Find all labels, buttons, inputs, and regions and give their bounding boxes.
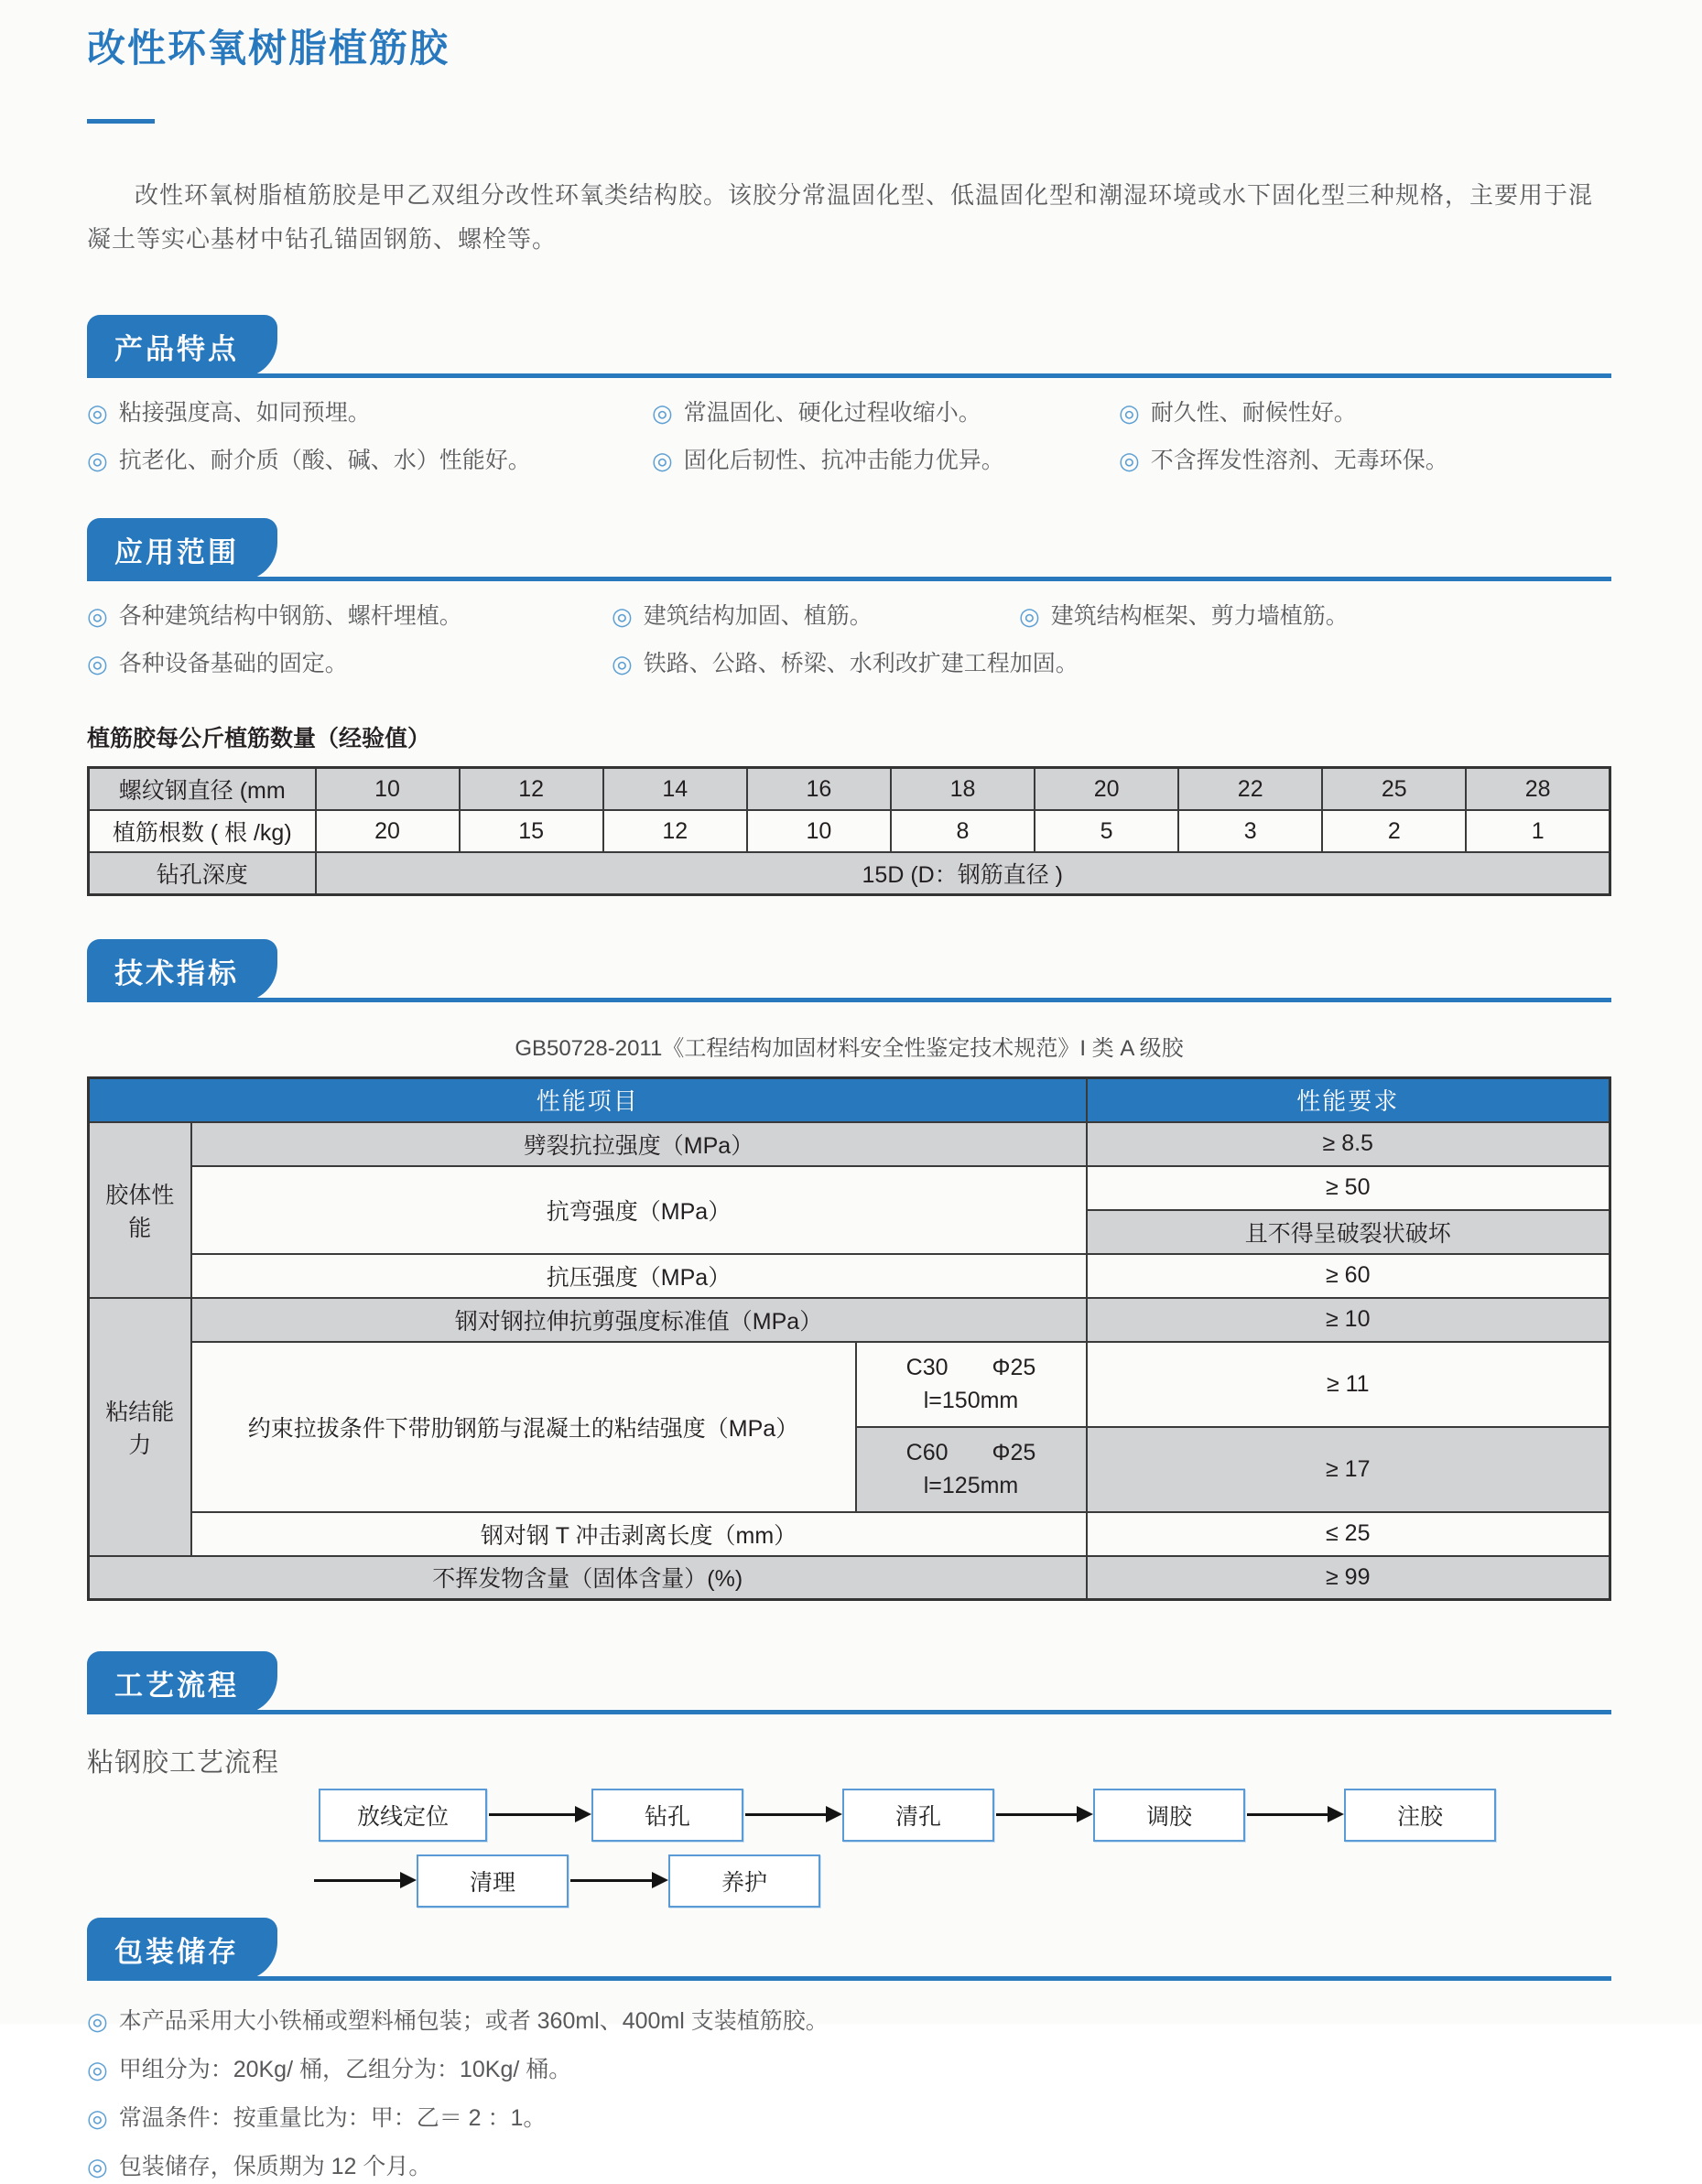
section-badge-applications: 应用范围 <box>87 518 277 581</box>
group-cell: 粘结能力 <box>89 1298 191 1556</box>
list-item <box>87 2053 1611 2087</box>
table-row <box>89 1298 1610 1342</box>
packaging-list <box>87 2005 1611 2184</box>
group-cell: 胶体性能 <box>89 1122 191 1298</box>
flow-step-box: 调胶 <box>1093 1789 1245 1842</box>
flow-step-box: 钻孔 <box>591 1789 743 1842</box>
condition-cell <box>856 1427 1087 1512</box>
feature-text: 抗老化、耐介质（酸、碱、水）性能好。 <box>118 448 531 473</box>
list-item <box>1119 444 1611 477</box>
intro-paragraph: 改性环氧树脂植筋胶是甲乙双组分改性环氧类结构胶。该胶分常温固化型、低温固化型和潮湿环境或水下固化型三种规格，主要用于混凝土等实心基材中钻孔锚固钢筋、螺栓等。 <box>87 181 1594 253</box>
table-cell: 15 <box>460 810 603 852</box>
flow-step-box: 注胶 <box>1344 1789 1496 1842</box>
list-item <box>87 2005 1611 2038</box>
flow-step-box: 放线定位 <box>319 1789 487 1842</box>
list-item <box>87 600 612 632</box>
table-header-cell: 螺纹钢直径 (mm <box>89 768 316 811</box>
section-badge-packaging: 包装储存 <box>87 1918 277 1981</box>
feature-text: 固化后韧性、抗冲击能力优异。 <box>683 448 1004 473</box>
table-cell: 16 <box>747 768 891 811</box>
flow-arrow <box>489 1813 576 1816</box>
application-text: 铁路、公路、桥梁、水利改扩建工程加固。 <box>643 651 1079 676</box>
flow-step-box: 清理 <box>417 1854 569 1908</box>
rebar-table-title: 植筋胶每公斤植筋数量（经验值） <box>87 726 431 751</box>
page-title: 改性环氧树脂植筋胶 <box>87 27 450 70</box>
standard-note: GB50728-2011《工程结构加固材料安全性鉴定技术规范》I 类 A 级胶 <box>515 1036 1184 1061</box>
table-cell: 18 <box>891 768 1035 811</box>
table-row <box>89 1512 1610 1556</box>
packaging-text: 本产品采用大小铁桶或塑料桶包装；或者 360ml、400ml 支装植筋胶。 <box>118 2008 829 2034</box>
bullseye-bullet-icon: ◎ <box>87 2056 108 2083</box>
section-badge-process: 工艺流程 <box>87 1651 277 1714</box>
bullseye-bullet-icon: ◎ <box>87 2104 108 2132</box>
rebar-diameter: Φ25 <box>992 1355 1036 1380</box>
list-item <box>87 396 652 429</box>
table-cell: 1 <box>1466 810 1610 852</box>
feature-text: 常温固化、硬化过程收缩小。 <box>683 400 981 426</box>
requirement-cell: ≥ 8.5 <box>1087 1122 1610 1166</box>
application-text: 各种建筑结构中钢筋、螺杆埋植。 <box>118 603 462 629</box>
table-cell: 12 <box>603 810 747 852</box>
table-cell: 22 <box>1178 768 1322 811</box>
table-row <box>89 1254 1610 1298</box>
list-item <box>652 444 1119 477</box>
property-cell: 劈裂抗拉强度（MPa） <box>191 1122 1087 1166</box>
table-cell: 25 <box>1322 768 1466 811</box>
section-header-features <box>87 321 1611 378</box>
bullseye-bullet-icon: ◎ <box>87 2153 108 2180</box>
feature-text: 耐久性、耐候性好。 <box>1150 400 1357 426</box>
table-row <box>89 1342 1610 1427</box>
table-header-cell: 性能要求 <box>1087 1078 1610 1122</box>
anchor-length: l=125mm <box>923 1473 1019 1498</box>
requirement-cell: ≥ 99 <box>1087 1556 1610 1600</box>
table-header-cell: 性能项目 <box>89 1078 1087 1122</box>
section-header-packaging <box>87 1924 1611 1981</box>
table-header-cell: 钻孔深度 <box>89 852 316 895</box>
concrete-grade: C60 <box>905 1440 949 1465</box>
bullseye-bullet-icon: ◎ <box>87 2007 108 2035</box>
table-row <box>89 1556 1610 1600</box>
feature-text: 粘接强度高、如同预埋。 <box>118 400 371 426</box>
bullseye-bullet-icon: ◎ <box>87 447 108 474</box>
requirement-cell: ≥ 10 <box>1087 1298 1610 1342</box>
flow-arrow <box>570 1879 653 1882</box>
flow-arrow <box>1247 1813 1328 1816</box>
section-header-tech <box>87 946 1611 1002</box>
list-item <box>87 2102 1611 2135</box>
bullseye-bullet-icon: ◎ <box>1019 602 1040 630</box>
condition-cell <box>856 1342 1087 1427</box>
packaging-text: 甲组分为：20Kg/ 桶，乙组分为：10Kg/ 桶。 <box>118 2057 572 2082</box>
requirement-cell: ≥ 11 <box>1087 1342 1610 1427</box>
rebar-count-table <box>87 766 1611 896</box>
bullseye-bullet-icon: ◎ <box>1119 399 1140 427</box>
concrete-grade: C30 <box>905 1355 949 1380</box>
list-item <box>612 600 1019 632</box>
property-cell: 不挥发物含量（固体含量）(%) <box>89 1556 1087 1600</box>
table-row <box>89 1078 1610 1122</box>
requirement-cell: ≥ 17 <box>1087 1427 1610 1512</box>
bullseye-bullet-icon: ◎ <box>652 399 673 427</box>
bullseye-bullet-icon: ◎ <box>87 602 108 630</box>
table-cell: 10 <box>316 768 460 811</box>
packaging-text: 包装储存，保质期为 12 个月。 <box>118 2154 432 2179</box>
requirement-cell: ≤ 25 <box>1087 1512 1610 1556</box>
table-row <box>89 810 1610 852</box>
title-underline <box>87 119 155 124</box>
tech-spec-table <box>87 1076 1611 1601</box>
bullseye-bullet-icon: ◎ <box>87 399 108 427</box>
section-header-applications <box>87 524 1611 581</box>
table-row <box>89 852 1610 895</box>
flow-arrow <box>314 1879 401 1882</box>
property-cell: 抗弯强度（MPa） <box>191 1166 1087 1254</box>
list-item <box>87 444 652 477</box>
rebar-diameter: Φ25 <box>992 1440 1036 1465</box>
table-row <box>89 1166 1610 1210</box>
bullseye-bullet-icon: ◎ <box>87 650 108 677</box>
list-item <box>612 647 1079 680</box>
requirement-cell: 且不得呈破裂状破坏 <box>1087 1210 1610 1254</box>
table-cell: 2 <box>1322 810 1466 852</box>
flow-arrow <box>745 1813 827 1816</box>
bullseye-bullet-icon: ◎ <box>652 447 673 474</box>
bullseye-bullet-icon: ◎ <box>612 650 633 677</box>
process-flowchart <box>87 1789 1611 1909</box>
section-badge-tech: 技术指标 <box>87 939 277 1002</box>
table-cell: 3 <box>1178 810 1322 852</box>
table-row <box>89 768 1610 811</box>
table-cell: 14 <box>603 768 747 811</box>
table-cell: 28 <box>1466 768 1610 811</box>
requirement-cell: ≥ 60 <box>1087 1254 1610 1298</box>
flowchart-label: 粘钢胶工艺流程 <box>87 1748 280 1778</box>
flow-step-box: 清孔 <box>842 1789 994 1842</box>
application-text: 建筑结构加固、植筋。 <box>643 603 873 629</box>
table-row <box>89 1122 1610 1166</box>
table-header-cell: 植筋根数 ( 根 /kg) <box>89 810 316 852</box>
application-text: 各种设备基础的固定。 <box>118 651 348 676</box>
bullseye-bullet-icon: ◎ <box>1119 447 1140 474</box>
feature-text: 不含挥发性溶剂、无毒环保。 <box>1150 448 1448 473</box>
bullseye-bullet-icon: ◎ <box>612 602 633 630</box>
table-cell: 20 <box>1035 768 1178 811</box>
features-list <box>87 396 1611 477</box>
table-cell: 20 <box>316 810 460 852</box>
list-item <box>652 396 1119 429</box>
table-cell: 8 <box>891 810 1035 852</box>
list-item <box>87 2150 1611 2184</box>
section-header-process <box>87 1658 1611 1714</box>
flow-arrow <box>996 1813 1078 1816</box>
list-item <box>1019 600 1611 632</box>
table-cell: 10 <box>747 810 891 852</box>
list-item <box>1119 396 1611 429</box>
application-text: 建筑结构框架、剪力墙植筋。 <box>1050 603 1349 629</box>
list-item <box>87 647 612 680</box>
table-cell: 5 <box>1035 810 1178 852</box>
packaging-text: 常温条件：按重量比为：甲：乙＝ 2 ：1。 <box>118 2105 547 2131</box>
property-cell: 抗压强度（MPa） <box>191 1254 1087 1298</box>
flow-step-box: 养护 <box>668 1854 820 1908</box>
applications-list <box>87 600 1611 680</box>
table-cell: 15D (D：钢筋直径 ) <box>316 852 1610 895</box>
section-badge-features: 产品特点 <box>87 315 277 378</box>
anchor-length: l=150mm <box>923 1388 1019 1413</box>
property-cell: 钢对钢拉伸抗剪强度标准值（MPa） <box>191 1298 1087 1342</box>
property-cell: 钢对钢 T 冲击剥离长度（mm） <box>191 1512 1087 1556</box>
table-cell: 12 <box>460 768 603 811</box>
requirement-cell: ≥ 50 <box>1087 1166 1610 1210</box>
property-cell: 约束拉拔条件下带肋钢筋与混凝土的粘结强度（MPa） <box>191 1342 856 1512</box>
